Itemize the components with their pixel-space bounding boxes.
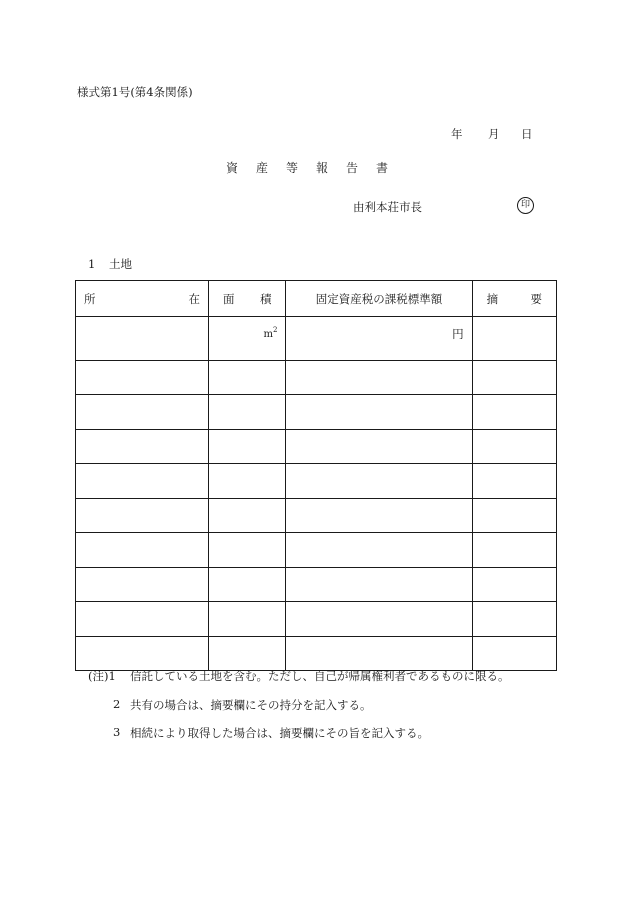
cell-tax-value[interactable]: [286, 567, 472, 602]
cell-remarks[interactable]: [472, 317, 556, 361]
note-text: 共有の場合は、摘要欄にその持分を記入する。: [130, 698, 372, 712]
cell-tax-value[interactable]: [286, 395, 472, 430]
date-month-label: 月: [488, 127, 500, 141]
table-row: [76, 602, 557, 637]
header-location: 所 在: [76, 281, 209, 317]
cell-area[interactable]: [208, 395, 285, 430]
header-remarks: 摘 要: [472, 281, 556, 317]
cell-location[interactable]: [76, 567, 209, 602]
cell-location[interactable]: [76, 533, 209, 568]
cell-tax-value[interactable]: [286, 360, 472, 395]
table-row: [76, 567, 557, 602]
cell-remarks[interactable]: [472, 636, 556, 671]
land-table: [75, 280, 557, 671]
cell-remarks[interactable]: [472, 464, 556, 499]
date-line: [0, 126, 630, 142]
cell-location[interactable]: [76, 360, 209, 395]
cell-area[interactable]: [208, 464, 285, 499]
cell-remarks[interactable]: [472, 360, 556, 395]
note-index: 3: [113, 725, 121, 739]
note-text: 信託している土地を含む。ただし、自己が帰属権利者であるものに限る。: [130, 669, 510, 683]
cell-area[interactable]: [208, 567, 285, 602]
cell-location[interactable]: [76, 602, 209, 637]
cell-area[interactable]: [208, 533, 285, 568]
cell-location[interactable]: [76, 317, 209, 361]
date-year-label: 年: [451, 127, 463, 141]
cell-tax-value[interactable]: [286, 317, 472, 361]
cell-remarks[interactable]: [472, 395, 556, 430]
cell-area[interactable]: [208, 636, 285, 671]
cell-tax-value[interactable]: [286, 464, 472, 499]
cell-location[interactable]: [76, 429, 209, 464]
cell-remarks[interactable]: [472, 429, 556, 464]
table-row: [76, 636, 557, 671]
addressee: 由利本荘市長: [353, 200, 422, 214]
table-row: [76, 533, 557, 568]
unit-square-meter: $m^2$: [263, 326, 278, 340]
cell-location[interactable]: [76, 498, 209, 533]
header-tax-value: 固定資産税の課税標準額: [286, 281, 472, 317]
cell-tax-value[interactable]: [286, 533, 472, 568]
form-number: 様式第1号(第4条関係): [77, 85, 193, 99]
cell-tax-value[interactable]: [286, 602, 472, 637]
date-day-label: 日: [521, 127, 533, 141]
cell-area[interactable]: [208, 317, 285, 361]
section-heading: [88, 256, 132, 272]
cell-tax-value[interactable]: [286, 429, 472, 464]
cell-area[interactable]: [208, 602, 285, 637]
header-area: 面 積: [208, 281, 285, 317]
section-number: 1: [88, 257, 96, 271]
note-index: 2: [113, 697, 121, 711]
cell-area[interactable]: [208, 429, 285, 464]
table-row: [76, 317, 557, 361]
table-row: [76, 498, 557, 533]
cell-remarks[interactable]: [472, 602, 556, 637]
note-text: 相続により取得した場合は、摘要欄にその旨を記入する。: [130, 726, 429, 740]
unit-yen: 円: [452, 327, 464, 341]
cell-tax-value[interactable]: [286, 636, 472, 671]
cell-location[interactable]: [76, 636, 209, 671]
document-title: 資産等報告書: [226, 161, 407, 175]
section-label: 土地: [108, 257, 132, 271]
cell-remarks[interactable]: [472, 533, 556, 568]
cell-remarks[interactable]: [472, 498, 556, 533]
cell-remarks[interactable]: [472, 567, 556, 602]
notes-label: (注)1: [88, 669, 116, 683]
cell-tax-value[interactable]: [286, 498, 472, 533]
cell-area[interactable]: [208, 360, 285, 395]
table-row: [76, 464, 557, 499]
seal-mark: 印: [517, 197, 534, 214]
cell-area[interactable]: [208, 498, 285, 533]
cell-location[interactable]: [76, 395, 209, 430]
table-header-row: [76, 281, 557, 317]
cell-location[interactable]: [76, 464, 209, 499]
table-row: [76, 360, 557, 395]
table-row: [76, 395, 557, 430]
table-row: [76, 429, 557, 464]
